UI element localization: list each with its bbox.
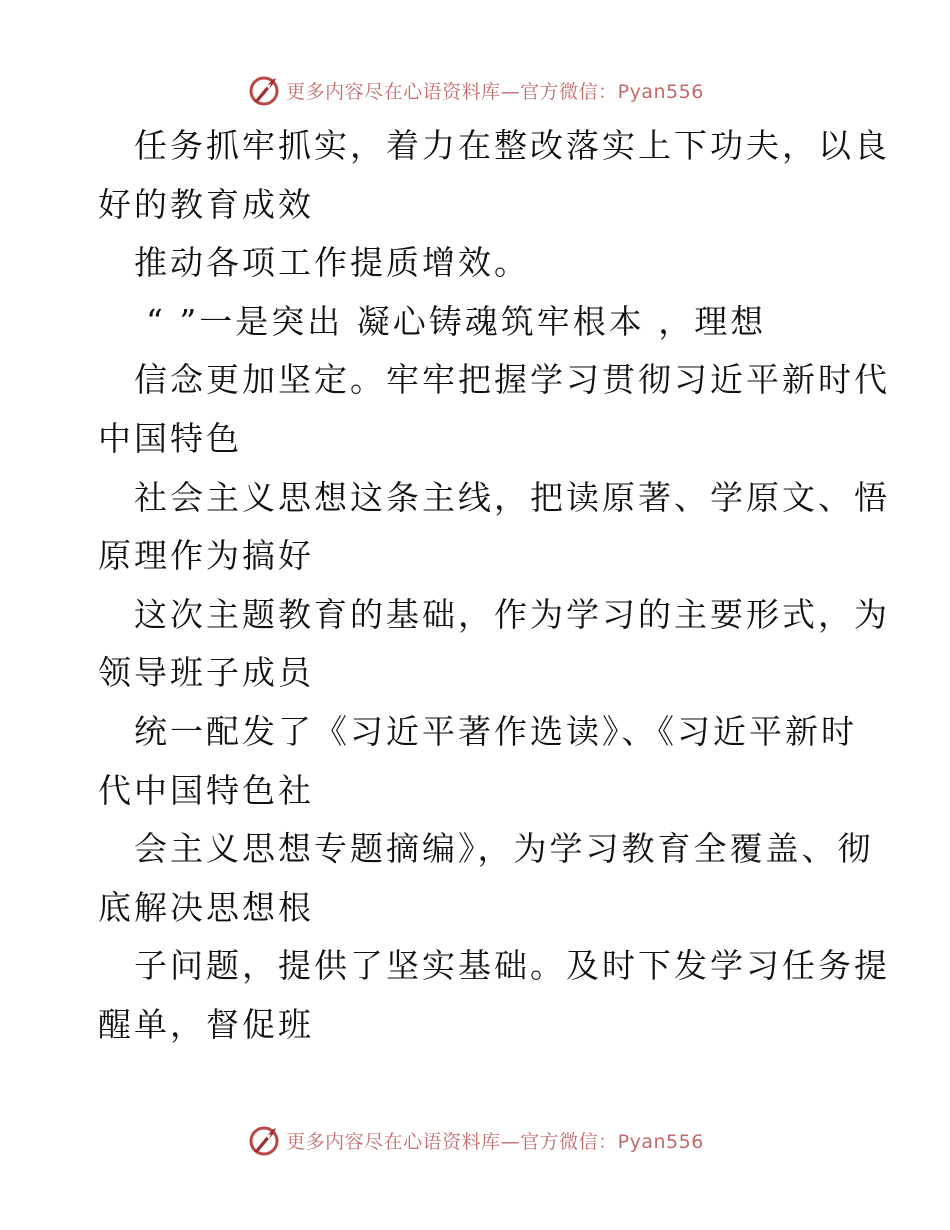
header-banner [0, 70, 950, 110]
text-line: 推动各项工作提质增效。 [134, 243, 530, 283]
text-line: 醒单，督促班 [98, 1004, 314, 1044]
text-line: 代中国特色社 [98, 770, 314, 810]
text-line: 底解决思想根 [98, 887, 314, 927]
quill-pen-logo-icon [246, 1122, 282, 1158]
text-line: 统一配发了《习近平著作选读》、《习近平新时 [134, 711, 857, 751]
quill-pen-logo-icon [246, 72, 282, 108]
banner-text: 更多内容尽在心语资料库—官方微信：Pyan556 [286, 1130, 704, 1153]
text-line: 中国特色 [98, 418, 242, 458]
text-line: “ ”一是突出 凝心铸魂筑牢根本 ，理想 [146, 301, 767, 341]
text-line: 会主义思想专题摘编》，为学习教育全覆盖、彻 [134, 829, 874, 869]
text-line: 社会主义思想这条主线，把读原著、学原文、悟 [134, 477, 890, 517]
text-line: 原理作为搞好 [98, 536, 314, 576]
text-line: 领导班子成员 [98, 653, 314, 693]
text-line: 这次主题教育的基础，作为学习的主要形式，为 [134, 594, 890, 634]
text-line: 子问题，提供了坚实基础。及时下发学习任务提 [134, 946, 890, 986]
document-body [98, 117, 890, 1055]
text-line: 信念更加坚定。牢牢把握学习贯彻习近平新时代 [134, 360, 890, 400]
text-line: 任务抓牢抓实，着力在整改落实上下功夫，以良 [134, 126, 890, 165]
footer-banner [0, 1120, 950, 1160]
banner-text: 更多内容尽在心语资料库—官方微信：Pyan556 [286, 80, 704, 103]
text-line: 好的教育成效 [98, 184, 314, 224]
